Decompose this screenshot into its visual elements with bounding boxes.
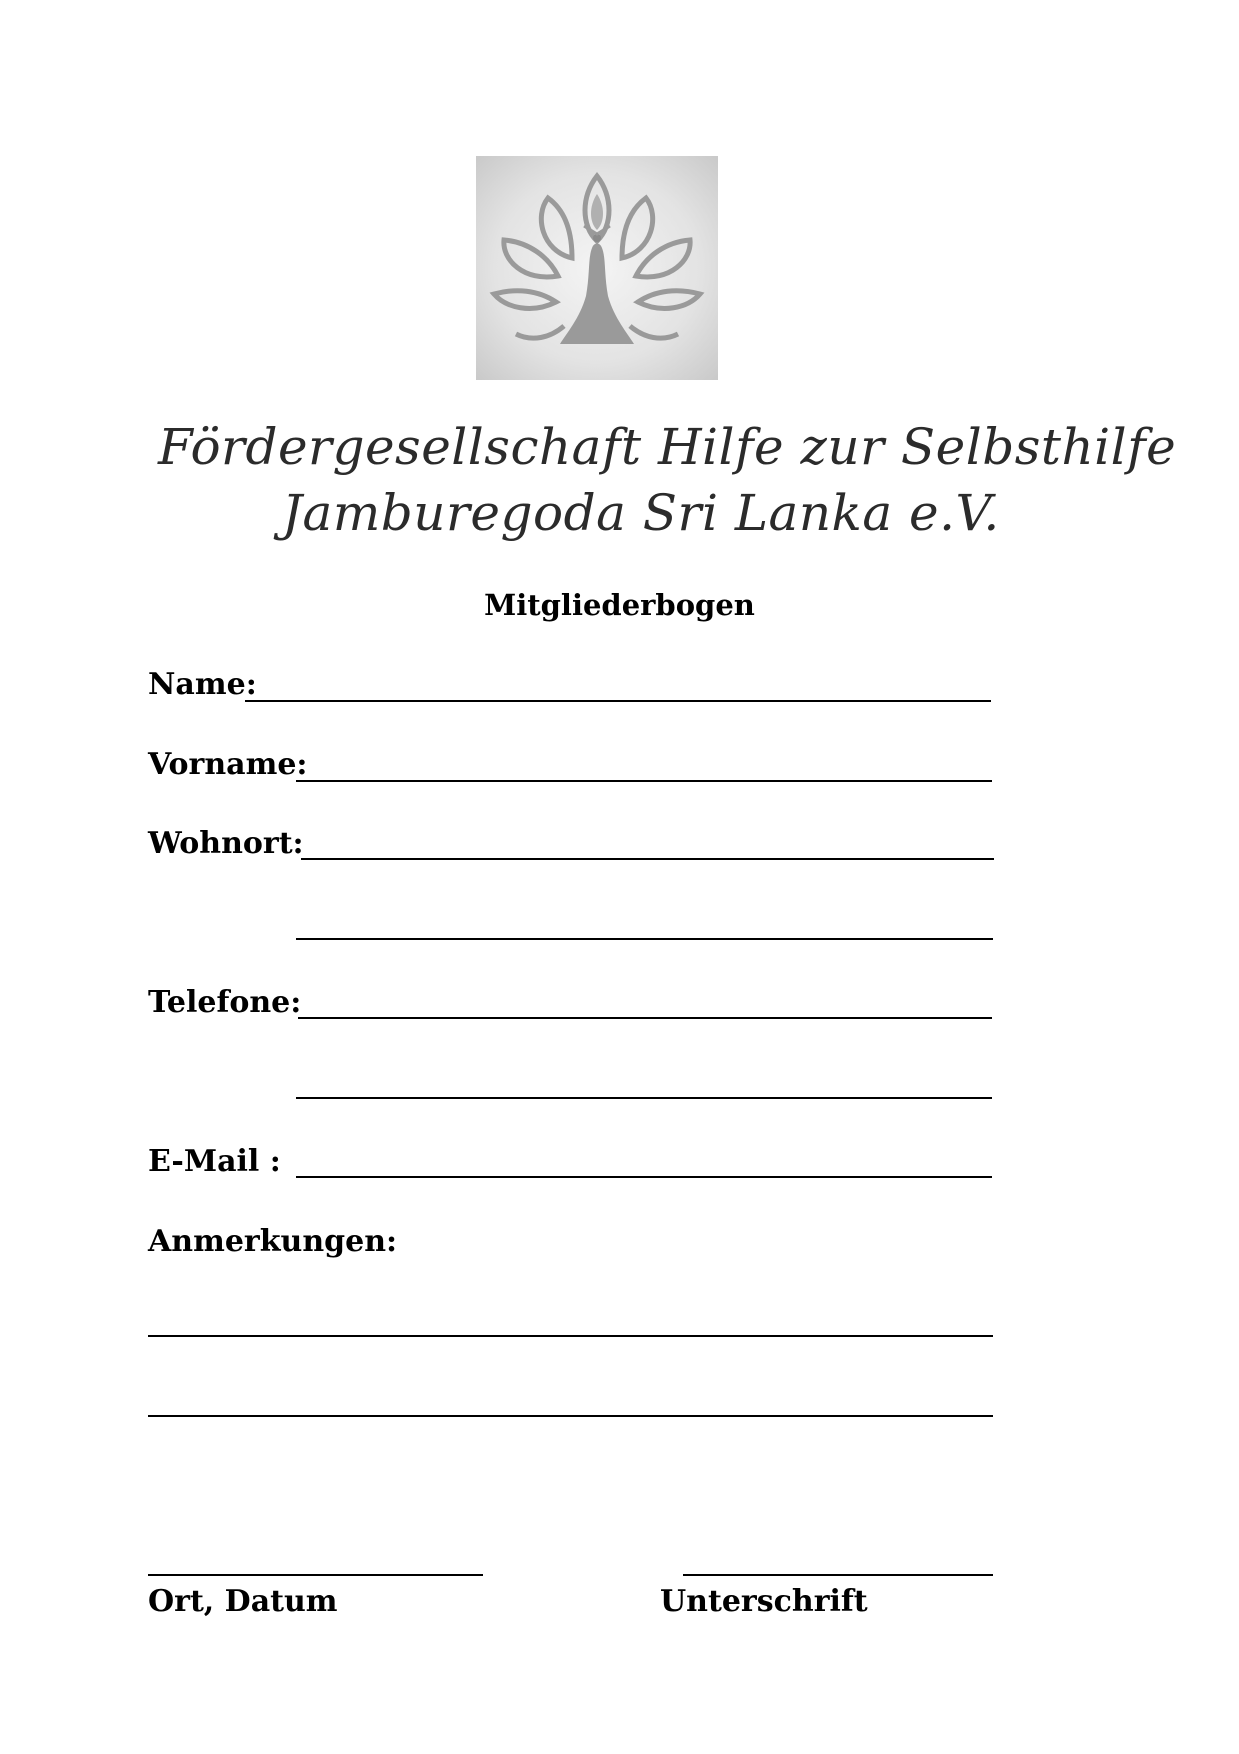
wohnort-field-line-1[interactable] xyxy=(301,858,994,860)
form-title: Mitgliederbogen xyxy=(484,588,755,622)
anmerkungen-field-line-1[interactable] xyxy=(148,1335,993,1337)
name-field-line[interactable] xyxy=(245,700,991,702)
anmerkungen-field-line-2[interactable] xyxy=(148,1415,993,1417)
vorname-field-line[interactable] xyxy=(296,780,992,782)
email-field-line[interactable] xyxy=(296,1176,992,1178)
telefone-field-line-2[interactable] xyxy=(296,1097,992,1099)
vorname-label: Vorname: xyxy=(148,747,308,782)
email-label: E-Mail : xyxy=(148,1144,281,1179)
peacock-logo-icon xyxy=(476,156,718,380)
organization-name-line-2: Jamburegoda Sri Lanka e.V. xyxy=(282,484,1000,542)
unterschrift-field-line[interactable] xyxy=(683,1574,993,1576)
organization-name-line-1: Fördergesellschaft Hilfe zur Selbsthilfe xyxy=(158,418,1177,476)
telefone-label: Telefone: xyxy=(148,985,302,1020)
ort-datum-field-line[interactable] xyxy=(148,1574,483,1576)
wohnort-label: Wohnort: xyxy=(148,826,304,861)
anmerkungen-label: Anmerkungen: xyxy=(148,1224,398,1259)
name-label: Name: xyxy=(148,667,257,702)
ort-datum-label: Ort, Datum xyxy=(148,1584,338,1619)
wohnort-field-line-2[interactable] xyxy=(296,938,993,940)
telefone-field-line-1[interactable] xyxy=(298,1017,992,1019)
unterschrift-label: Unterschrift xyxy=(660,1584,868,1619)
